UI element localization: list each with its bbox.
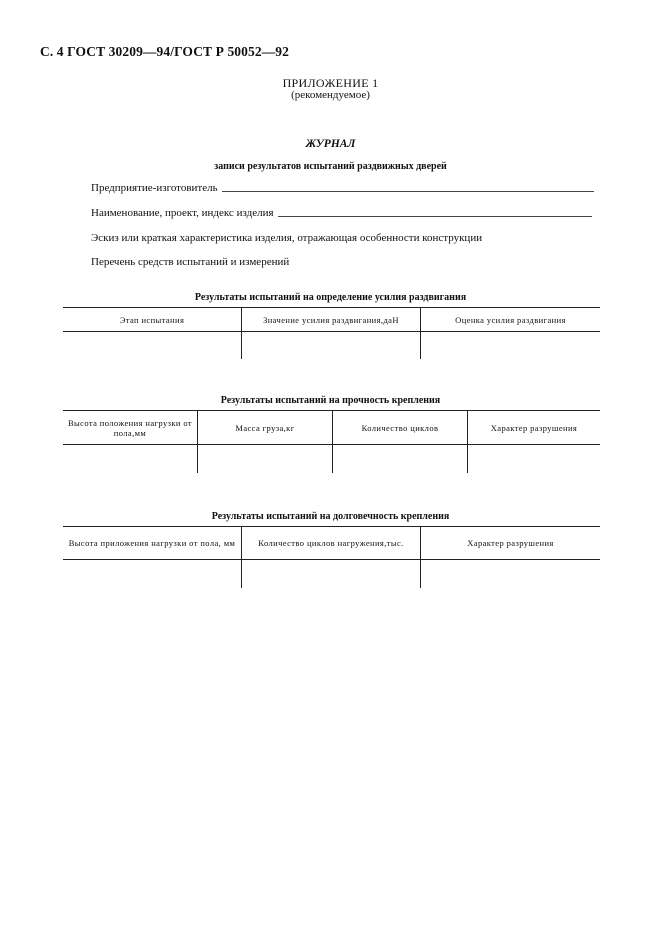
table-header-row (63, 527, 600, 560)
table3-title: Результаты испытаний на долговечность крепления (211, 511, 450, 522)
table-cell (198, 445, 333, 473)
table1-header-assessment: Оценка усилия раздвигания (421, 308, 601, 332)
table2-header-failure: Характер разрушения (468, 411, 601, 445)
field-manufacturer (91, 182, 594, 194)
field-equipment-label: Перечень средств испытаний и измерений (91, 256, 290, 268)
table-cell (333, 445, 468, 473)
table2-header-mass: Масса груза,кг (198, 411, 333, 445)
table3-header-height: Высота приложения нагрузки от пола, мм (63, 527, 242, 560)
table-header-row (63, 308, 600, 332)
journal-subtitle: записи результатов испытаний раздвижных дверей (214, 161, 447, 172)
appendix-title: ПРИЛОЖЕНИЕ 1 (282, 76, 379, 90)
table2-title: Результаты испытаний на прочность крепления (220, 395, 441, 406)
table-row (63, 332, 600, 359)
table1 (63, 307, 600, 359)
field-equipment (91, 256, 289, 268)
field-product-name-label: Наименование, проект, индекс изделия (91, 207, 274, 219)
field-sketch-label: Эскиз или краткая характеристика изделия, отражающая особенности конструкции (91, 232, 483, 244)
field-manufacturer-line (222, 190, 594, 192)
table2-header-height: Высота положения нагрузки от пола,мм (63, 411, 198, 445)
field-sketch (91, 232, 482, 244)
table-row (63, 445, 600, 473)
table-header-row (63, 411, 600, 445)
field-manufacturer-label: Предприятие-изготовитель (91, 182, 218, 194)
field-product-name (91, 207, 592, 219)
table3-header-cycles: Количество циклов нагружения,тыс. (242, 527, 421, 560)
table-cell (242, 332, 421, 359)
table-cell (468, 445, 601, 473)
table1-header-stage: Этап испытания (63, 308, 242, 332)
table-cell (242, 560, 421, 588)
table-cell (63, 560, 242, 588)
table-cell (63, 445, 198, 473)
table1-title: Результаты испытаний на определение усилия раздвигания (194, 292, 467, 303)
table-cell (421, 332, 601, 359)
table1-header-force: Значение усилия раздвигания,даН (242, 308, 421, 332)
table2 (63, 410, 600, 473)
table-row (63, 560, 600, 588)
table-cell (63, 332, 242, 359)
table-cell (421, 560, 601, 588)
table3-header-failure: Характер разрушения (421, 527, 601, 560)
table3 (63, 526, 600, 588)
appendix-subtitle: (рекомендуемое) (291, 89, 370, 101)
table2-header-cycles: Количество циклов (333, 411, 468, 445)
journal-title: ЖУРНАЛ (305, 138, 356, 150)
field-product-name-line (278, 215, 592, 217)
page-header: С. 4 ГОСТ 30209—94/ГОСТ Р 50052—92 (40, 44, 289, 59)
